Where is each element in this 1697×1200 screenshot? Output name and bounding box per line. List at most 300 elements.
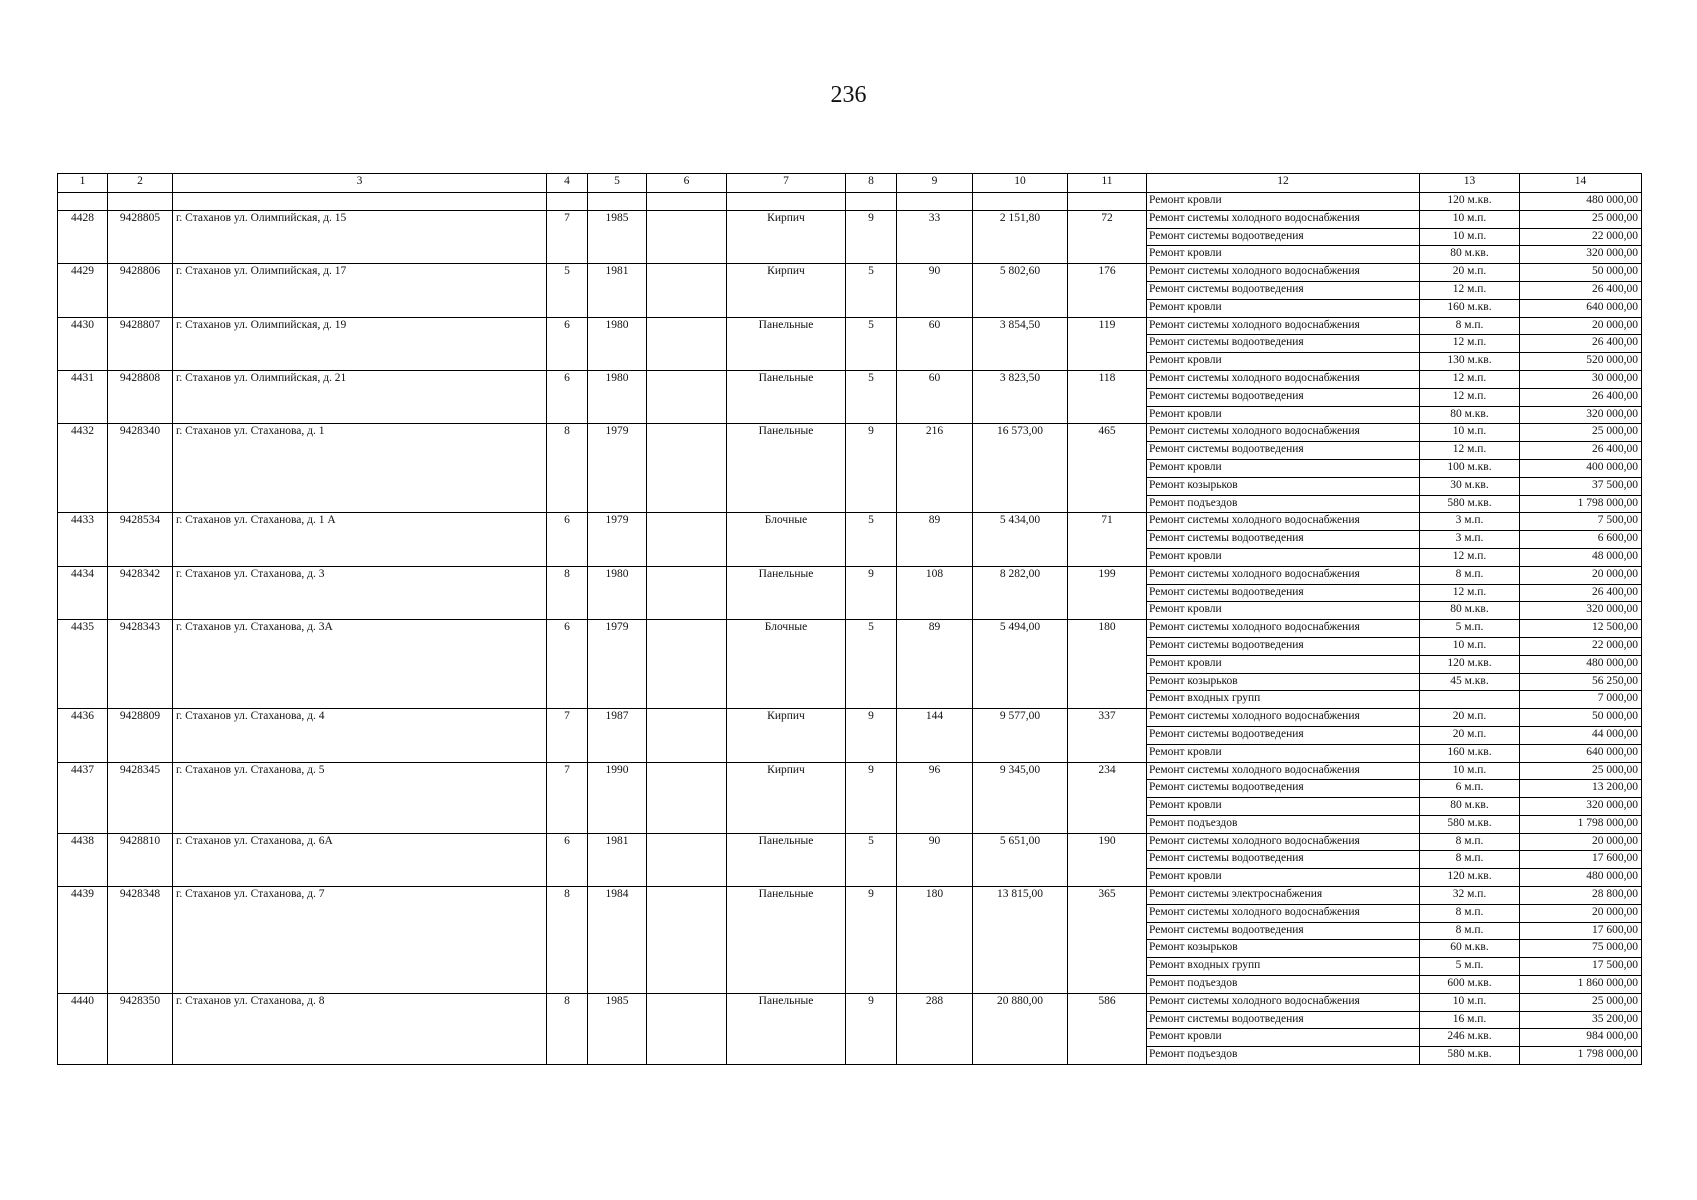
work-quantity-cell: 20 м.п. — [1420, 726, 1520, 744]
work-cost-cell: 50 000,00 — [1520, 709, 1642, 727]
column-4-cell: 8 — [547, 887, 588, 994]
building-code-cell: 9428348 — [108, 887, 173, 994]
work-cost-cell: 984 000,00 — [1520, 1029, 1642, 1047]
column-header-13: 13 — [1420, 174, 1520, 193]
column-9-cell: 89 — [897, 620, 973, 709]
residents-cell: 586 — [1068, 993, 1147, 1064]
work-quantity-cell: 3 м.п. — [1420, 513, 1520, 531]
column-6-cell — [647, 424, 727, 513]
work-type-cell: Ремонт системы водоотведения — [1147, 442, 1420, 460]
row-number-cell: 4432 — [58, 424, 108, 513]
work-type-cell: Ремонт системы холодного водоснабжения — [1147, 620, 1420, 638]
year-built-cell: 1987 — [588, 709, 647, 762]
work-cost-cell: 26 400,00 — [1520, 584, 1642, 602]
work-quantity-cell: 80 м.кв. — [1420, 798, 1520, 816]
column-4-cell: 8 — [547, 424, 588, 513]
work-type-cell: Ремонт системы холодного водоснабжения — [1147, 513, 1420, 531]
work-quantity-cell: 10 м.п. — [1420, 228, 1520, 246]
work-cost-cell: 56 250,00 — [1520, 673, 1642, 691]
address-cell: г. Стаханов ул. Олимпийская, д. 17 — [173, 264, 547, 317]
column-6-cell — [647, 620, 727, 709]
work-quantity-cell: 580 м.кв. — [1420, 495, 1520, 513]
residents-cell: 365 — [1068, 887, 1147, 994]
work-type-cell: Ремонт системы водоотведения — [1147, 780, 1420, 798]
year-built-cell: 1979 — [588, 620, 647, 709]
work-cost-cell: 12 500,00 — [1520, 620, 1642, 638]
work-type-cell: Ремонт входных групп — [1147, 691, 1420, 709]
work-quantity-cell: 160 м.кв. — [1420, 744, 1520, 762]
work-type-cell: Ремонт подъездов — [1147, 976, 1420, 994]
work-quantity-cell: 12 м.п. — [1420, 442, 1520, 460]
work-cost-cell: 320 000,00 — [1520, 602, 1642, 620]
row-number-cell: 4437 — [58, 762, 108, 833]
work-quantity-cell: 120 м.кв. — [1420, 869, 1520, 887]
total-area-cell: 20 880,00 — [973, 993, 1068, 1064]
row-number-cell: 4440 — [58, 993, 108, 1064]
residents-cell: 199 — [1068, 566, 1147, 619]
address-cell: г. Стаханов ул. Стаханова, д. 1 — [173, 424, 547, 513]
work-quantity-cell: 10 м.п. — [1420, 993, 1520, 1011]
column-6-cell — [647, 370, 727, 423]
column-header-9: 9 — [897, 174, 973, 193]
building-code-cell: 9428809 — [108, 709, 173, 762]
column-9-cell: 144 — [897, 709, 973, 762]
work-cost-cell: 640 000,00 — [1520, 744, 1642, 762]
work-cost-cell: 25 000,00 — [1520, 993, 1642, 1011]
work-type-cell: Ремонт системы водоотведения — [1147, 1011, 1420, 1029]
total-area-cell: 13 815,00 — [973, 887, 1068, 994]
empty-cell — [58, 193, 108, 211]
residents-cell: 71 — [1068, 513, 1147, 566]
empty-cell — [108, 193, 173, 211]
table-row — [58, 264, 1642, 282]
work-cost-cell: 26 400,00 — [1520, 335, 1642, 353]
work-type-cell: Ремонт системы водоотведения — [1147, 584, 1420, 602]
work-quantity-cell: 12 м.п. — [1420, 388, 1520, 406]
work-type-cell: Ремонт кровли — [1147, 1029, 1420, 1047]
work-type-cell: Ремонт козырьков — [1147, 673, 1420, 691]
work-type-cell: Ремонт козырьков — [1147, 477, 1420, 495]
row-number-cell: 4433 — [58, 513, 108, 566]
work-quantity-cell: 12 м.п. — [1420, 281, 1520, 299]
address-cell: г. Стаханов ул. Стаханова, д. 4 — [173, 709, 547, 762]
work-cost-cell: 22 000,00 — [1520, 637, 1642, 655]
work-quantity-cell: 8 м.п. — [1420, 317, 1520, 335]
work-cost-cell: 320 000,00 — [1520, 246, 1642, 264]
building-code-cell: 9428342 — [108, 566, 173, 619]
work-cost-cell: 25 000,00 — [1520, 762, 1642, 780]
column-4-cell: 7 — [547, 210, 588, 263]
table-row — [58, 833, 1642, 851]
year-built-cell: 1985 — [588, 993, 647, 1064]
building-code-cell: 9428343 — [108, 620, 173, 709]
floors-cell: 9 — [846, 424, 897, 513]
column-6-cell — [647, 887, 727, 994]
address-cell: г. Стаханов ул. Олимпийская, д. 15 — [173, 210, 547, 263]
work-type-cell: Ремонт системы холодного водоснабжения — [1147, 210, 1420, 228]
row-number-cell: 4428 — [58, 210, 108, 263]
column-header-7: 7 — [727, 174, 846, 193]
table-row — [58, 887, 1642, 905]
total-area-cell: 9 345,00 — [973, 762, 1068, 833]
column-9-cell: 288 — [897, 993, 973, 1064]
work-type-cell: Ремонт системы холодного водоснабжения — [1147, 424, 1420, 442]
work-cost-cell: 1 798 000,00 — [1520, 495, 1642, 513]
row-number-cell: 4430 — [58, 317, 108, 370]
column-header-12: 12 — [1147, 174, 1420, 193]
total-area-cell: 2 151,80 — [973, 210, 1068, 263]
work-quantity-cell: 8 м.п. — [1420, 922, 1520, 940]
column-9-cell: 90 — [897, 264, 973, 317]
work-cost-cell: 640 000,00 — [1520, 299, 1642, 317]
column-4-cell: 5 — [547, 264, 588, 317]
wall-material-cell: Блочные — [727, 620, 846, 709]
address-cell: г. Стаханов ул. Стаханова, д. 1 А — [173, 513, 547, 566]
column-number-header-row — [58, 174, 1642, 193]
work-cost-cell: 48 000,00 — [1520, 548, 1642, 566]
work-type-cell: Ремонт подъездов — [1147, 815, 1420, 833]
work-cost-cell: 1 798 000,00 — [1520, 1047, 1642, 1065]
wall-material-cell: Кирпич — [727, 210, 846, 263]
work-quantity-cell: 12 м.п. — [1420, 335, 1520, 353]
work-quantity-cell: 130 м.кв. — [1420, 353, 1520, 371]
table-row — [58, 370, 1642, 388]
column-4-cell: 8 — [547, 993, 588, 1064]
column-9-cell: 90 — [897, 833, 973, 886]
table-row — [58, 193, 1642, 211]
row-number-cell: 4438 — [58, 833, 108, 886]
work-quantity-cell: 20 м.п. — [1420, 264, 1520, 282]
work-type-cell: Ремонт кровли — [1147, 299, 1420, 317]
column-6-cell — [647, 566, 727, 619]
work-cost-cell: 20 000,00 — [1520, 317, 1642, 335]
column-4-cell: 6 — [547, 513, 588, 566]
building-code-cell: 9428345 — [108, 762, 173, 833]
work-cost-cell: 22 000,00 — [1520, 228, 1642, 246]
column-header-6: 6 — [647, 174, 727, 193]
work-cost-cell: 26 400,00 — [1520, 442, 1642, 460]
column-header-2: 2 — [108, 174, 173, 193]
work-cost-cell: 17 500,00 — [1520, 958, 1642, 976]
column-9-cell: 89 — [897, 513, 973, 566]
row-number-cell: 4429 — [58, 264, 108, 317]
work-type-cell: Ремонт системы водоотведения — [1147, 637, 1420, 655]
work-cost-cell: 320 000,00 — [1520, 798, 1642, 816]
column-9-cell: 60 — [897, 317, 973, 370]
work-type-cell: Ремонт кровли — [1147, 798, 1420, 816]
empty-cell — [727, 193, 846, 211]
work-type-cell: Ремонт системы водоотведения — [1147, 922, 1420, 940]
work-type-cell: Ремонт системы холодного водоснабжения — [1147, 566, 1420, 584]
address-cell: г. Стаханов ул. Стаханова, д. 6А — [173, 833, 547, 886]
empty-cell — [1068, 193, 1147, 211]
year-built-cell: 1980 — [588, 370, 647, 423]
work-quantity-cell: 10 м.п. — [1420, 424, 1520, 442]
work-cost-cell: 20 000,00 — [1520, 566, 1642, 584]
wall-material-cell: Панельные — [727, 317, 846, 370]
column-6-cell — [647, 264, 727, 317]
empty-cell — [973, 193, 1068, 211]
address-cell: г. Стаханов ул. Олимпийская, д. 21 — [173, 370, 547, 423]
work-type-cell: Ремонт кровли — [1147, 246, 1420, 264]
work-quantity-cell: 120 м.кв. — [1420, 655, 1520, 673]
empty-cell — [647, 193, 727, 211]
empty-cell — [897, 193, 973, 211]
building-code-cell: 9428806 — [108, 264, 173, 317]
residents-cell: 118 — [1068, 370, 1147, 423]
work-quantity-cell: 120 м.кв. — [1420, 193, 1520, 211]
work-cost-cell: 20 000,00 — [1520, 833, 1642, 851]
work-cost-cell: 17 600,00 — [1520, 851, 1642, 869]
total-area-cell: 8 282,00 — [973, 566, 1068, 619]
address-cell: г. Стаханов ул. Олимпийская, д. 19 — [173, 317, 547, 370]
column-4-cell: 6 — [547, 370, 588, 423]
wall-material-cell: Блочные — [727, 513, 846, 566]
work-type-cell: Ремонт подъездов — [1147, 1047, 1420, 1065]
column-header-14: 14 — [1520, 174, 1642, 193]
work-type-cell: Ремонт системы водоотведения — [1147, 388, 1420, 406]
residents-cell: 119 — [1068, 317, 1147, 370]
work-quantity-cell: 8 м.п. — [1420, 851, 1520, 869]
work-quantity-cell: 8 м.п. — [1420, 566, 1520, 584]
column-header-10: 10 — [973, 174, 1068, 193]
residents-cell: 337 — [1068, 709, 1147, 762]
column-4-cell: 8 — [547, 566, 588, 619]
total-area-cell: 3 823,50 — [973, 370, 1068, 423]
residents-cell: 234 — [1068, 762, 1147, 833]
work-quantity-cell: 100 м.кв. — [1420, 459, 1520, 477]
total-area-cell: 9 577,00 — [973, 709, 1068, 762]
building-code-cell: 9428340 — [108, 424, 173, 513]
work-type-cell: Ремонт системы холодного водоснабжения — [1147, 833, 1420, 851]
work-type-cell: Ремонт системы водоотведения — [1147, 531, 1420, 549]
wall-material-cell: Панельные — [727, 566, 846, 619]
column-9-cell: 108 — [897, 566, 973, 619]
work-quantity-cell: 10 м.п. — [1420, 762, 1520, 780]
column-4-cell: 6 — [547, 317, 588, 370]
residents-cell: 72 — [1068, 210, 1147, 263]
work-quantity-cell: 12 м.п. — [1420, 370, 1520, 388]
work-cost-cell: 28 800,00 — [1520, 887, 1642, 905]
column-9-cell: 180 — [897, 887, 973, 994]
table-row — [58, 566, 1642, 584]
work-cost-cell: 20 000,00 — [1520, 904, 1642, 922]
work-cost-cell: 480 000,00 — [1520, 193, 1642, 211]
row-number-cell: 4435 — [58, 620, 108, 709]
work-quantity-cell: 16 м.п. — [1420, 1011, 1520, 1029]
wall-material-cell: Кирпич — [727, 264, 846, 317]
work-quantity-cell: 32 м.п. — [1420, 887, 1520, 905]
work-type-cell: Ремонт кровли — [1147, 548, 1420, 566]
work-cost-cell: 44 000,00 — [1520, 726, 1642, 744]
wall-material-cell: Панельные — [727, 370, 846, 423]
column-6-cell — [647, 833, 727, 886]
work-type-cell: Ремонт системы водоотведения — [1147, 281, 1420, 299]
work-type-cell: Ремонт системы холодного водоснабжения — [1147, 762, 1420, 780]
total-area-cell: 5 434,00 — [973, 513, 1068, 566]
column-9-cell: 216 — [897, 424, 973, 513]
work-cost-cell: 480 000,00 — [1520, 655, 1642, 673]
work-cost-cell: 1 798 000,00 — [1520, 815, 1642, 833]
work-type-cell: Ремонт кровли — [1147, 744, 1420, 762]
floors-cell: 9 — [846, 709, 897, 762]
work-quantity-cell: 30 м.кв. — [1420, 477, 1520, 495]
work-type-cell: Ремонт кровли — [1147, 353, 1420, 371]
wall-material-cell: Кирпич — [727, 709, 846, 762]
row-number-cell: 4434 — [58, 566, 108, 619]
column-6-cell — [647, 210, 727, 263]
building-code-cell: 9428810 — [108, 833, 173, 886]
work-type-cell: Ремонт входных групп — [1147, 958, 1420, 976]
year-built-cell: 1980 — [588, 317, 647, 370]
empty-cell — [588, 193, 647, 211]
work-cost-cell: 35 200,00 — [1520, 1011, 1642, 1029]
work-type-cell: Ремонт системы водоотведения — [1147, 851, 1420, 869]
work-type-cell: Ремонт подъездов — [1147, 495, 1420, 513]
column-6-cell — [647, 513, 727, 566]
column-9-cell: 60 — [897, 370, 973, 423]
floors-cell: 9 — [846, 762, 897, 833]
work-type-cell: Ремонт системы холодного водоснабжения — [1147, 317, 1420, 335]
work-cost-cell: 30 000,00 — [1520, 370, 1642, 388]
table-row — [58, 620, 1642, 638]
work-quantity-cell: 600 м.кв. — [1420, 976, 1520, 994]
total-area-cell: 16 573,00 — [973, 424, 1068, 513]
work-type-cell: Ремонт системы водоотведения — [1147, 335, 1420, 353]
work-quantity-cell: 60 м.кв. — [1420, 940, 1520, 958]
column-9-cell: 96 — [897, 762, 973, 833]
wall-material-cell: Панельные — [727, 887, 846, 994]
work-cost-cell: 320 000,00 — [1520, 406, 1642, 424]
work-type-cell: Ремонт кровли — [1147, 655, 1420, 673]
floors-cell: 9 — [846, 993, 897, 1064]
work-type-cell: Ремонт системы холодного водоснабжения — [1147, 264, 1420, 282]
work-quantity-cell: 580 м.кв. — [1420, 815, 1520, 833]
table-row — [58, 993, 1642, 1011]
column-header-4: 4 — [547, 174, 588, 193]
empty-cell — [846, 193, 897, 211]
work-cost-cell: 50 000,00 — [1520, 264, 1642, 282]
work-quantity-cell: 10 м.п. — [1420, 637, 1520, 655]
work-cost-cell: 6 600,00 — [1520, 531, 1642, 549]
column-4-cell: 7 — [547, 762, 588, 833]
residents-cell: 465 — [1068, 424, 1147, 513]
column-header-1: 1 — [58, 174, 108, 193]
year-built-cell: 1980 — [588, 566, 647, 619]
column-4-cell: 6 — [547, 620, 588, 709]
floors-cell: 5 — [846, 833, 897, 886]
work-cost-cell: 25 000,00 — [1520, 424, 1642, 442]
column-9-cell: 33 — [897, 210, 973, 263]
floors-cell: 5 — [846, 513, 897, 566]
work-quantity-cell: 45 м.кв. — [1420, 673, 1520, 691]
work-type-cell: Ремонт системы холодного водоснабжения — [1147, 709, 1420, 727]
table-row — [58, 424, 1642, 442]
work-cost-cell: 1 860 000,00 — [1520, 976, 1642, 994]
work-cost-cell: 26 400,00 — [1520, 281, 1642, 299]
work-quantity-cell: 80 м.кв. — [1420, 602, 1520, 620]
column-4-cell: 6 — [547, 833, 588, 886]
work-type-cell: Ремонт системы водоотведения — [1147, 726, 1420, 744]
work-quantity-cell: 580 м.кв. — [1420, 1047, 1520, 1065]
year-built-cell: 1981 — [588, 264, 647, 317]
work-quantity-cell: 10 м.п. — [1420, 210, 1520, 228]
residents-cell: 190 — [1068, 833, 1147, 886]
building-code-cell: 9428350 — [108, 993, 173, 1064]
column-header-11: 11 — [1068, 174, 1147, 193]
row-number-cell: 4439 — [58, 887, 108, 994]
work-type-cell: Ремонт системы холодного водоснабжения — [1147, 904, 1420, 922]
work-cost-cell: 7 000,00 — [1520, 691, 1642, 709]
building-code-cell: 9428534 — [108, 513, 173, 566]
address-cell: г. Стаханов ул. Стаханова, д. 7 — [173, 887, 547, 994]
work-quantity-cell — [1420, 691, 1520, 709]
work-cost-cell: 7 500,00 — [1520, 513, 1642, 531]
year-built-cell: 1981 — [588, 833, 647, 886]
total-area-cell: 5 494,00 — [973, 620, 1068, 709]
empty-cell — [547, 193, 588, 211]
address-cell: г. Стаханов ул. Стаханова, д. 8 — [173, 993, 547, 1064]
work-type-cell: Ремонт системы водоотведения — [1147, 228, 1420, 246]
work-type-cell: Ремонт системы холодного водоснабжения — [1147, 993, 1420, 1011]
column-header-5: 5 — [588, 174, 647, 193]
floors-cell: 9 — [846, 887, 897, 994]
row-number-cell: 4436 — [58, 709, 108, 762]
row-number-cell: 4431 — [58, 370, 108, 423]
building-code-cell: 9428807 — [108, 317, 173, 370]
repair-register-table — [57, 173, 1642, 1065]
work-type-cell: Ремонт кровли — [1147, 193, 1420, 211]
work-quantity-cell: 80 м.кв. — [1420, 246, 1520, 264]
floors-cell: 9 — [846, 566, 897, 619]
year-built-cell: 1979 — [588, 424, 647, 513]
wall-material-cell: Панельные — [727, 833, 846, 886]
work-quantity-cell: 5 м.п. — [1420, 620, 1520, 638]
residents-cell: 176 — [1068, 264, 1147, 317]
address-cell: г. Стаханов ул. Стаханова, д. 3 — [173, 566, 547, 619]
year-built-cell: 1984 — [588, 887, 647, 994]
building-code-cell: 9428805 — [108, 210, 173, 263]
table-row — [58, 317, 1642, 335]
building-code-cell: 9428808 — [108, 370, 173, 423]
work-quantity-cell: 3 м.п. — [1420, 531, 1520, 549]
work-quantity-cell: 5 м.п. — [1420, 958, 1520, 976]
wall-material-cell: Панельные — [727, 993, 846, 1064]
column-6-cell — [647, 709, 727, 762]
work-quantity-cell: 20 м.п. — [1420, 709, 1520, 727]
wall-material-cell: Кирпич — [727, 762, 846, 833]
table-row — [58, 709, 1642, 727]
work-type-cell: Ремонт системы электроснабжения — [1147, 887, 1420, 905]
year-built-cell: 1985 — [588, 210, 647, 263]
work-cost-cell: 17 600,00 — [1520, 922, 1642, 940]
residents-cell: 180 — [1068, 620, 1147, 709]
floors-cell: 5 — [846, 620, 897, 709]
work-cost-cell: 400 000,00 — [1520, 459, 1642, 477]
column-6-cell — [647, 317, 727, 370]
work-type-cell: Ремонт кровли — [1147, 869, 1420, 887]
work-quantity-cell: 12 м.п. — [1420, 584, 1520, 602]
total-area-cell: 5 802,60 — [973, 264, 1068, 317]
work-quantity-cell: 12 м.п. — [1420, 548, 1520, 566]
work-quantity-cell: 160 м.кв. — [1420, 299, 1520, 317]
floors-cell: 5 — [846, 317, 897, 370]
work-cost-cell: 520 000,00 — [1520, 353, 1642, 371]
empty-cell — [173, 193, 547, 211]
address-cell: г. Стаханов ул. Стаханова, д. 3А — [173, 620, 547, 709]
work-quantity-cell: 8 м.п. — [1420, 904, 1520, 922]
work-cost-cell: 480 000,00 — [1520, 869, 1642, 887]
